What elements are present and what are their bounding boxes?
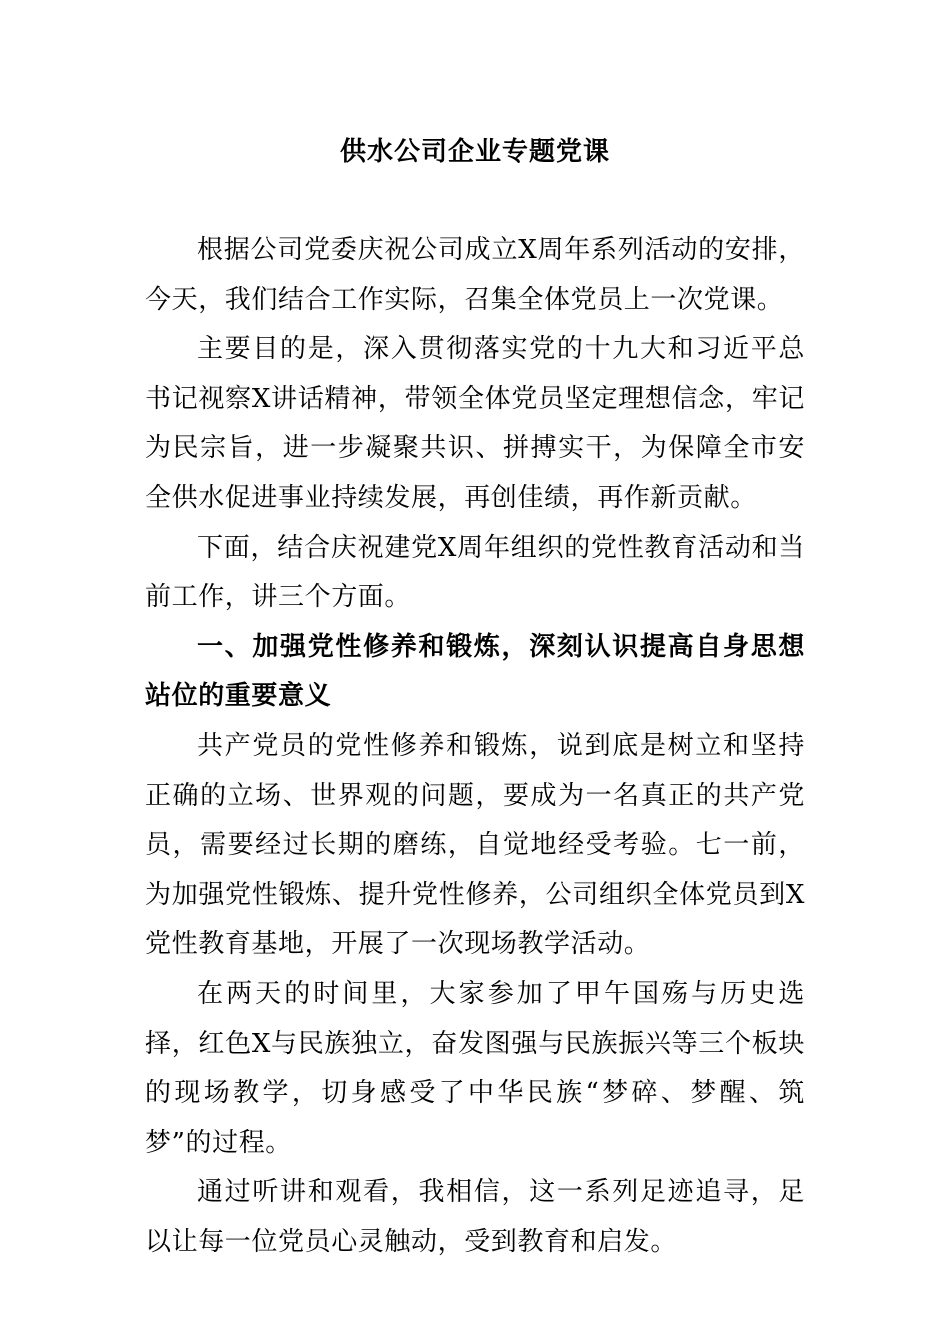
paragraph-intro: 根据公司党委庆祝公司成立X周年系列活动的安排，今天，我们结合工作实际，召集全体党员上一次党课。	[145, 235, 805, 315]
document-body	[145, 226, 805, 1267]
section-heading-one: 一、加强党性修养和锻炼，深刻认识提高自身思想站位的重要意义	[145, 631, 805, 712]
paragraph-party-cultivation: 共产党员的党性修养和锻炼，说到底是树立和坚持正确的立场、世界观的问题，要成为一名真正的共产党员，需要经过长期的磨练，自觉地经受考验。七一前，为加强党性锻炼、提升党性修养，公司组织全体党员到X党性教育基地，开展了一次现场教学活动。	[145, 730, 805, 960]
paragraph-outline: 下面，结合庆祝建党X周年组织的党性教育活动和当前工作，讲三个方面。	[145, 532, 805, 613]
paragraph-two-days: 在两天的时间里，大家参加了甲午国殇与历史选择，红色X与民族独立，奋发图强与民族振兴等三个板块的现场教学，切身感受了中华民族“梦碎、梦醒、筑梦”的过程。	[145, 978, 805, 1158]
paragraph-conclusion: 通过听讲和观看，我相信，这一系列足迹追寻，足以让每一位党员心灵触动，受到教育和启发。	[145, 1177, 805, 1257]
document-title: 供水公司企业专题党课	[339, 137, 610, 167]
paragraph-purpose: 主要目的是，深入贯彻落实党的十九大和习近平总书记视察X讲话精神，带领全体党员坚定理想信念，牢记为民宗旨，进一步凝聚共识、拼搏实干，为保障全市安全供水促进事业持续发展，再创佳绩，再作新贡献。	[145, 334, 805, 513]
